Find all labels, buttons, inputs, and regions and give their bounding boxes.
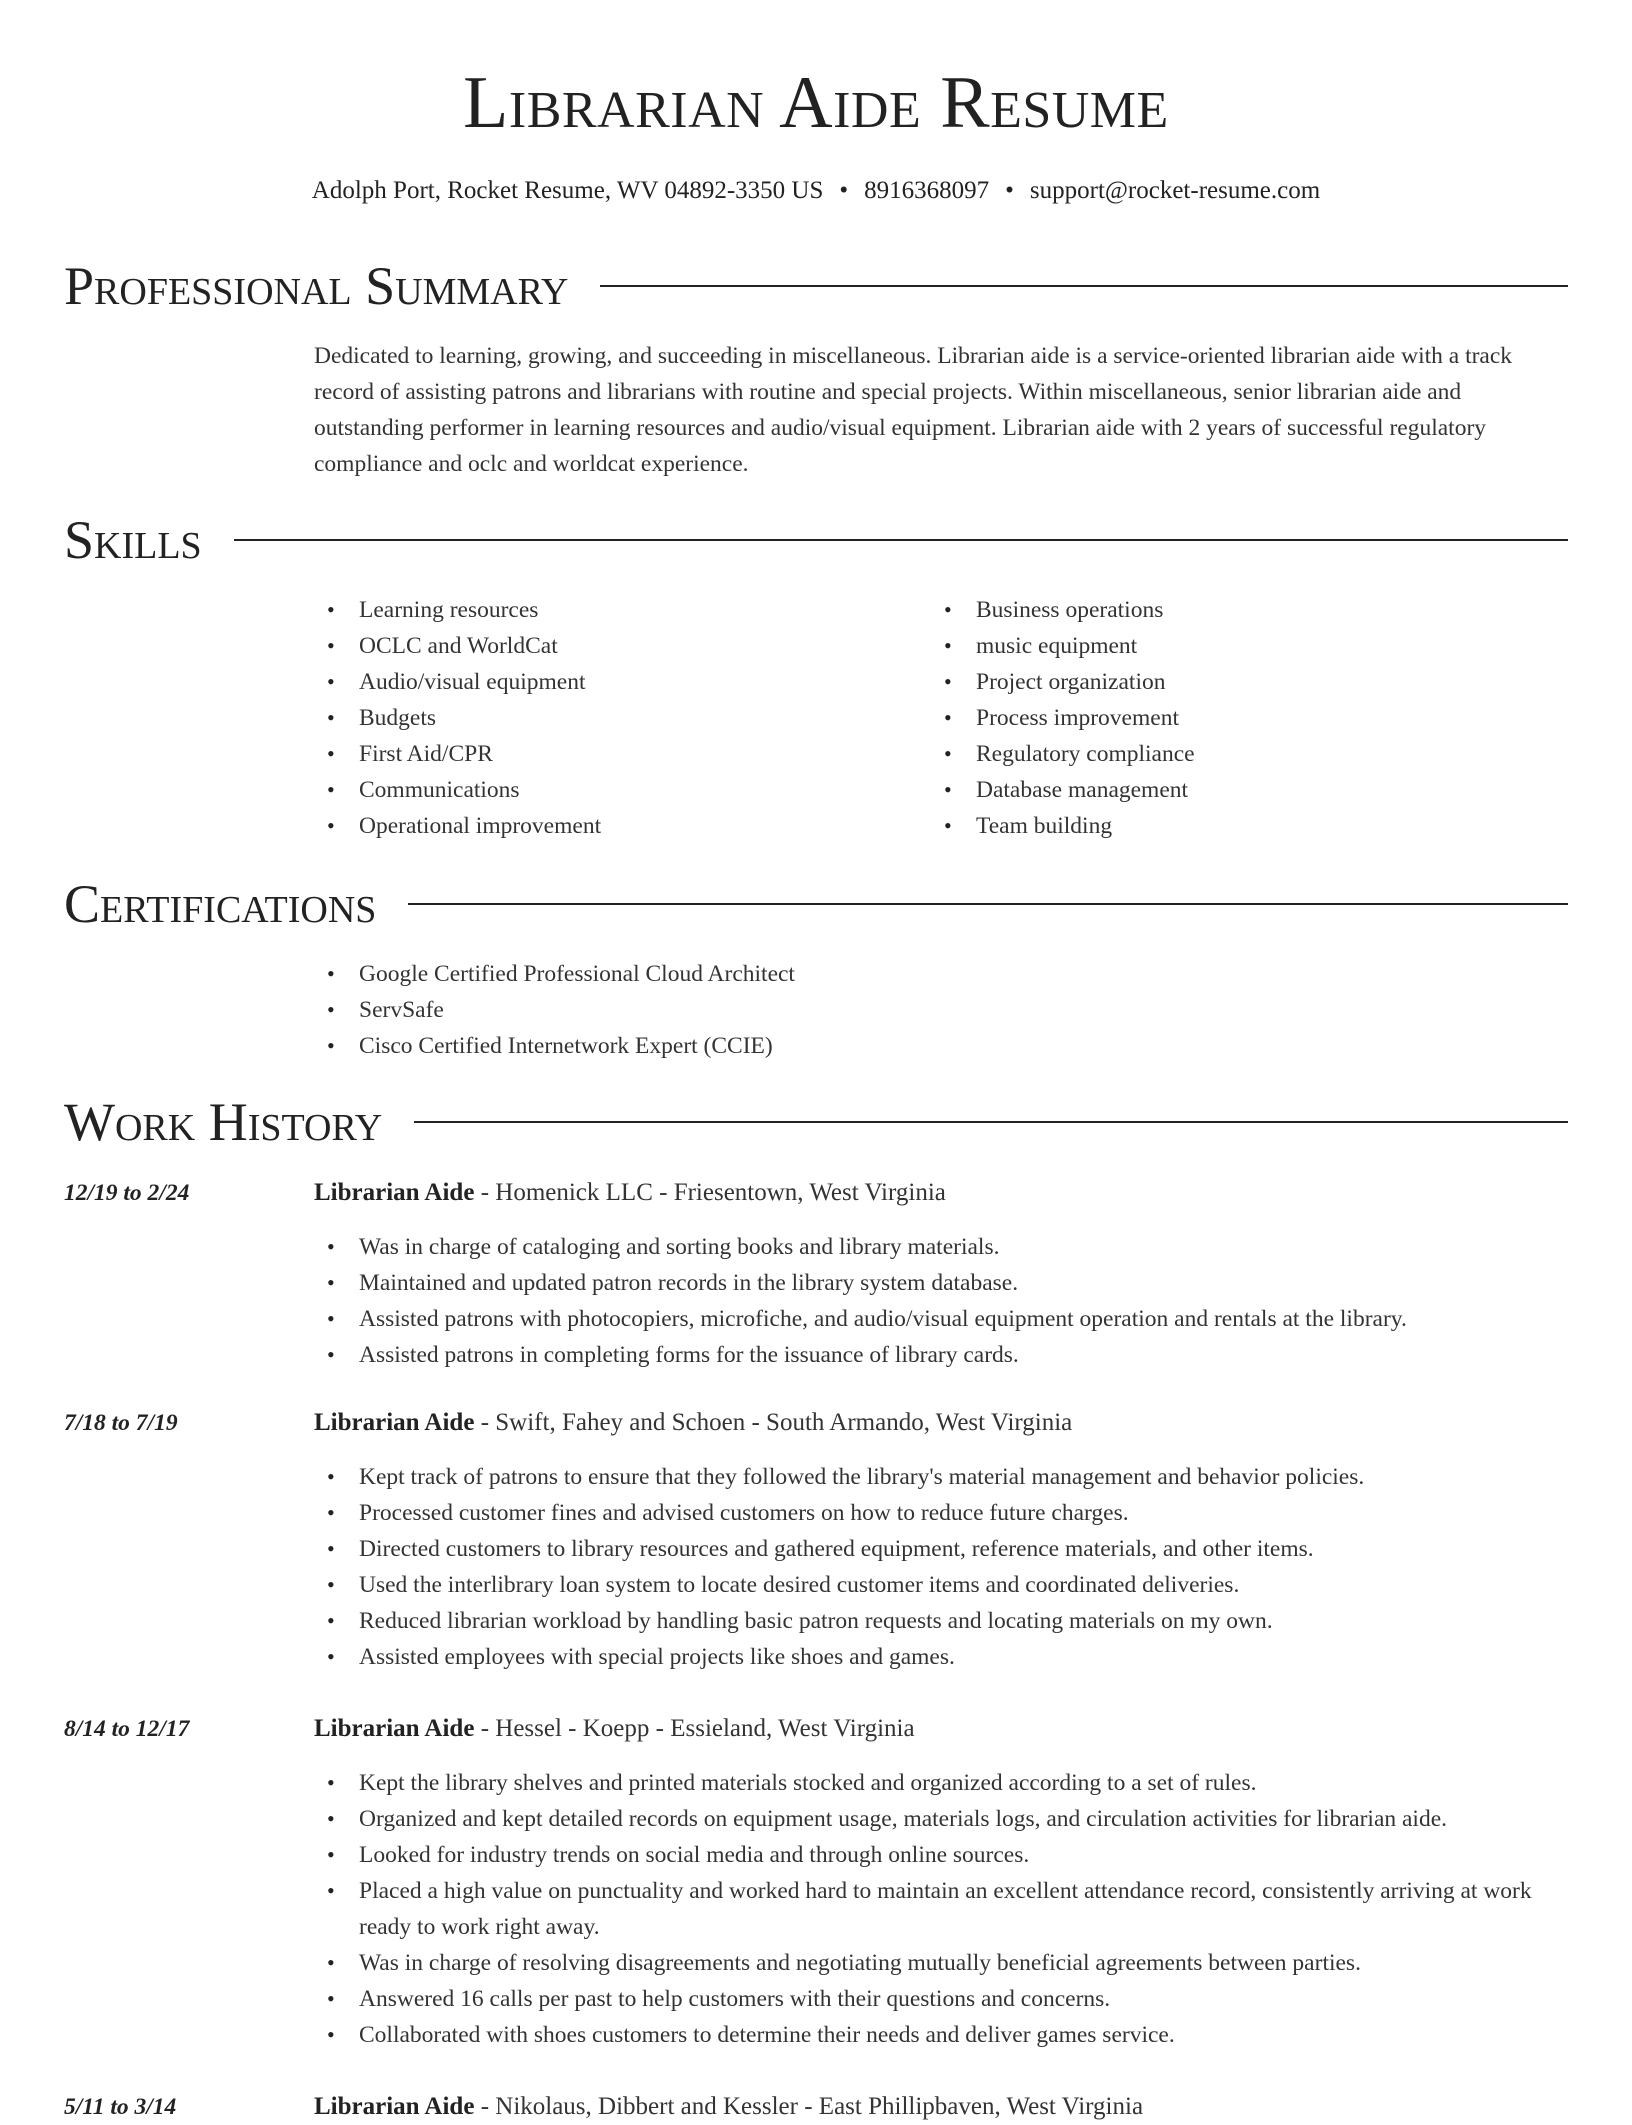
job-bullet: • Used the interlibrary loan system to locate desired customer items and coordinated deliveries. <box>314 1567 1568 1603</box>
contact-line <box>0 174 1632 208</box>
job-role: Librarian Aide <box>314 1409 475 1436</box>
job-bullet-list <box>314 1459 1568 1675</box>
section-divider <box>234 539 1568 541</box>
job-employer: - Nikolaus, Dibbert and Kessler - East Phillipbaven, West Virginia <box>474 2093 1144 2120</box>
summary-text: Dedicated to learning, growing, and succeeding in miscellaneous. Librarian aide is a service-oriented librarian aide with a track record of assisting patrons and librarians with routine and special projects. Within miscellaneous, senior librarian aide and outstanding performer in learning resources and audio/visual equipment. Librarian aide with 2 years of successful regulatory compliance and oclc and worldcat experience. <box>314 343 1513 477</box>
certifications-block <box>314 956 1568 1064</box>
certifications-section-header <box>64 872 1568 936</box>
certification-item: • Google Certified Professional Cloud Architect <box>314 956 1568 992</box>
work-section-header <box>64 1090 1568 1154</box>
job-bullet: • Was in charge of cataloging and sorting books and library materials. <box>314 1229 1568 1265</box>
job-bullet: • Maintained and updated patron records in the library system database. <box>314 1265 1568 1301</box>
skill-item: • Regulatory compliance <box>931 736 1548 772</box>
skill-item: • Audio/visual equipment <box>314 664 931 700</box>
skill-item: • Process improvement <box>931 700 1548 736</box>
job-bullet: • Organized and kept detailed records on equipment usage, materials logs, and circulation activities for librarian aide. <box>314 1801 1568 1837</box>
skill-item: • Operational improvement <box>314 808 931 844</box>
certification-item: • ServSafe <box>314 992 1568 1028</box>
job-bullet-list <box>314 1229 1568 1373</box>
skill-item: • Business operations <box>931 592 1548 628</box>
job-bullet: • Answered 16 calls per past to help customers with their questions and concerns. <box>314 1981 1568 2017</box>
job-bullet: • Kept the library shelves and printed materials stocked and organized according to a set of rules. <box>314 1765 1568 1801</box>
job-employer: - Homenick LLC - Friesentown, West Virginia <box>474 1179 946 1206</box>
job-bullet: • Processed customer fines and advised customers on how to reduce future charges. <box>314 1495 1568 1531</box>
section-divider <box>600 285 1568 287</box>
job-role: Librarian Aide <box>314 1715 475 1742</box>
skill-item: • Team building <box>931 808 1548 844</box>
job-heading <box>314 1405 1568 1441</box>
job-role: Librarian Aide <box>314 1179 475 1206</box>
contact-address: Adolph Port, Rocket Resume, WV 04892-3350 US <box>311 177 824 204</box>
job-bullet-list <box>314 1765 1568 2053</box>
certification-item: • Cisco Certified Internetwork Expert (CCIE) <box>314 1028 1568 1064</box>
job-bullet: • Was in charge of resolving disagreements and negotiating mutually beneficial agreements between parties. <box>314 1945 1568 1981</box>
skill-item: • First Aid/CPR <box>314 736 931 772</box>
job-dates: 7/18 to 7/19 <box>64 1410 178 1436</box>
job-dates: 12/19 to 2/24 <box>64 1180 190 1206</box>
job-bullet: • Assisted patrons with photocopiers, microfiche, and audio/visual equipment operation and rentals at the library. <box>314 1301 1568 1337</box>
skill-item: • Database management <box>931 772 1548 808</box>
skill-item: • Project organization <box>931 664 1548 700</box>
job-bullet: • Collaborated with shoes customers to determine their needs and deliver games service. <box>314 2017 1568 2053</box>
job-role: Librarian Aide <box>314 2093 475 2120</box>
job-bullet: • Assisted employees with special projects like shoes and games. <box>314 1639 1568 1675</box>
job-heading <box>314 1711 1568 1747</box>
contact-separator: • <box>839 177 849 204</box>
section-divider <box>408 903 1568 905</box>
skill-item: • Learning resources <box>314 592 931 628</box>
job-bullet: • Directed customers to library resources and gathered equipment, reference materials, and other items. <box>314 1531 1568 1567</box>
job-dates: 5/11 to 3/14 <box>64 2094 177 2120</box>
job-dates: 8/14 to 12/17 <box>64 1716 190 1742</box>
certifications-list <box>314 956 1568 1064</box>
job-bullet: • Looked for industry trends on social media and through online sources. <box>314 1837 1568 1873</box>
summary-section-header <box>64 254 1568 318</box>
section-title-summary: Professional Summary <box>64 256 569 316</box>
section-title-skills: Skills <box>64 510 202 570</box>
job-employer: - Swift, Fahey and Schoen - South Armando, West Virginia <box>474 1409 1073 1436</box>
skills-list-right <box>931 592 1548 844</box>
skills-list-left <box>314 592 931 844</box>
job-bullet: • Placed a high value on punctuality and worked hard to maintain an excellent attendance record, consistently arriving at work ready to work right away. <box>314 1873 1568 1945</box>
section-title-work: Work History <box>64 1092 383 1152</box>
skills-section-header <box>64 508 1568 572</box>
job-bullet: • Reduced librarian workload by handling basic patron requests and locating materials on my own. <box>314 1603 1568 1639</box>
section-divider <box>414 1121 1568 1123</box>
resume-title: Librarian Aide Resume <box>463 62 1169 144</box>
job-bullet: • Assisted patrons in completing forms for the issuance of library cards. <box>314 1337 1568 1373</box>
job-bullet: • Kept track of patrons to ensure that they followed the library's material management and behavior policies. <box>314 1459 1568 1495</box>
skill-item: • Communications <box>314 772 931 808</box>
contact-separator: • <box>1005 177 1014 204</box>
job-heading <box>314 1175 1568 1211</box>
contact-email[interactable]: support@rocket-resume.com <box>1029 177 1321 204</box>
skill-item: • music equipment <box>931 628 1548 664</box>
section-title-certifications: Certifications <box>64 874 377 934</box>
skill-item: • Budgets <box>314 700 931 736</box>
job-heading <box>314 2089 1568 2125</box>
skills-grid <box>314 592 1568 844</box>
contact-phone: 8916368097 <box>864 177 990 204</box>
job-employer: - Hessel - Koepp - Essieland, West Virginia <box>474 1715 915 1742</box>
skill-item: • OCLC and WorldCat <box>314 628 931 664</box>
